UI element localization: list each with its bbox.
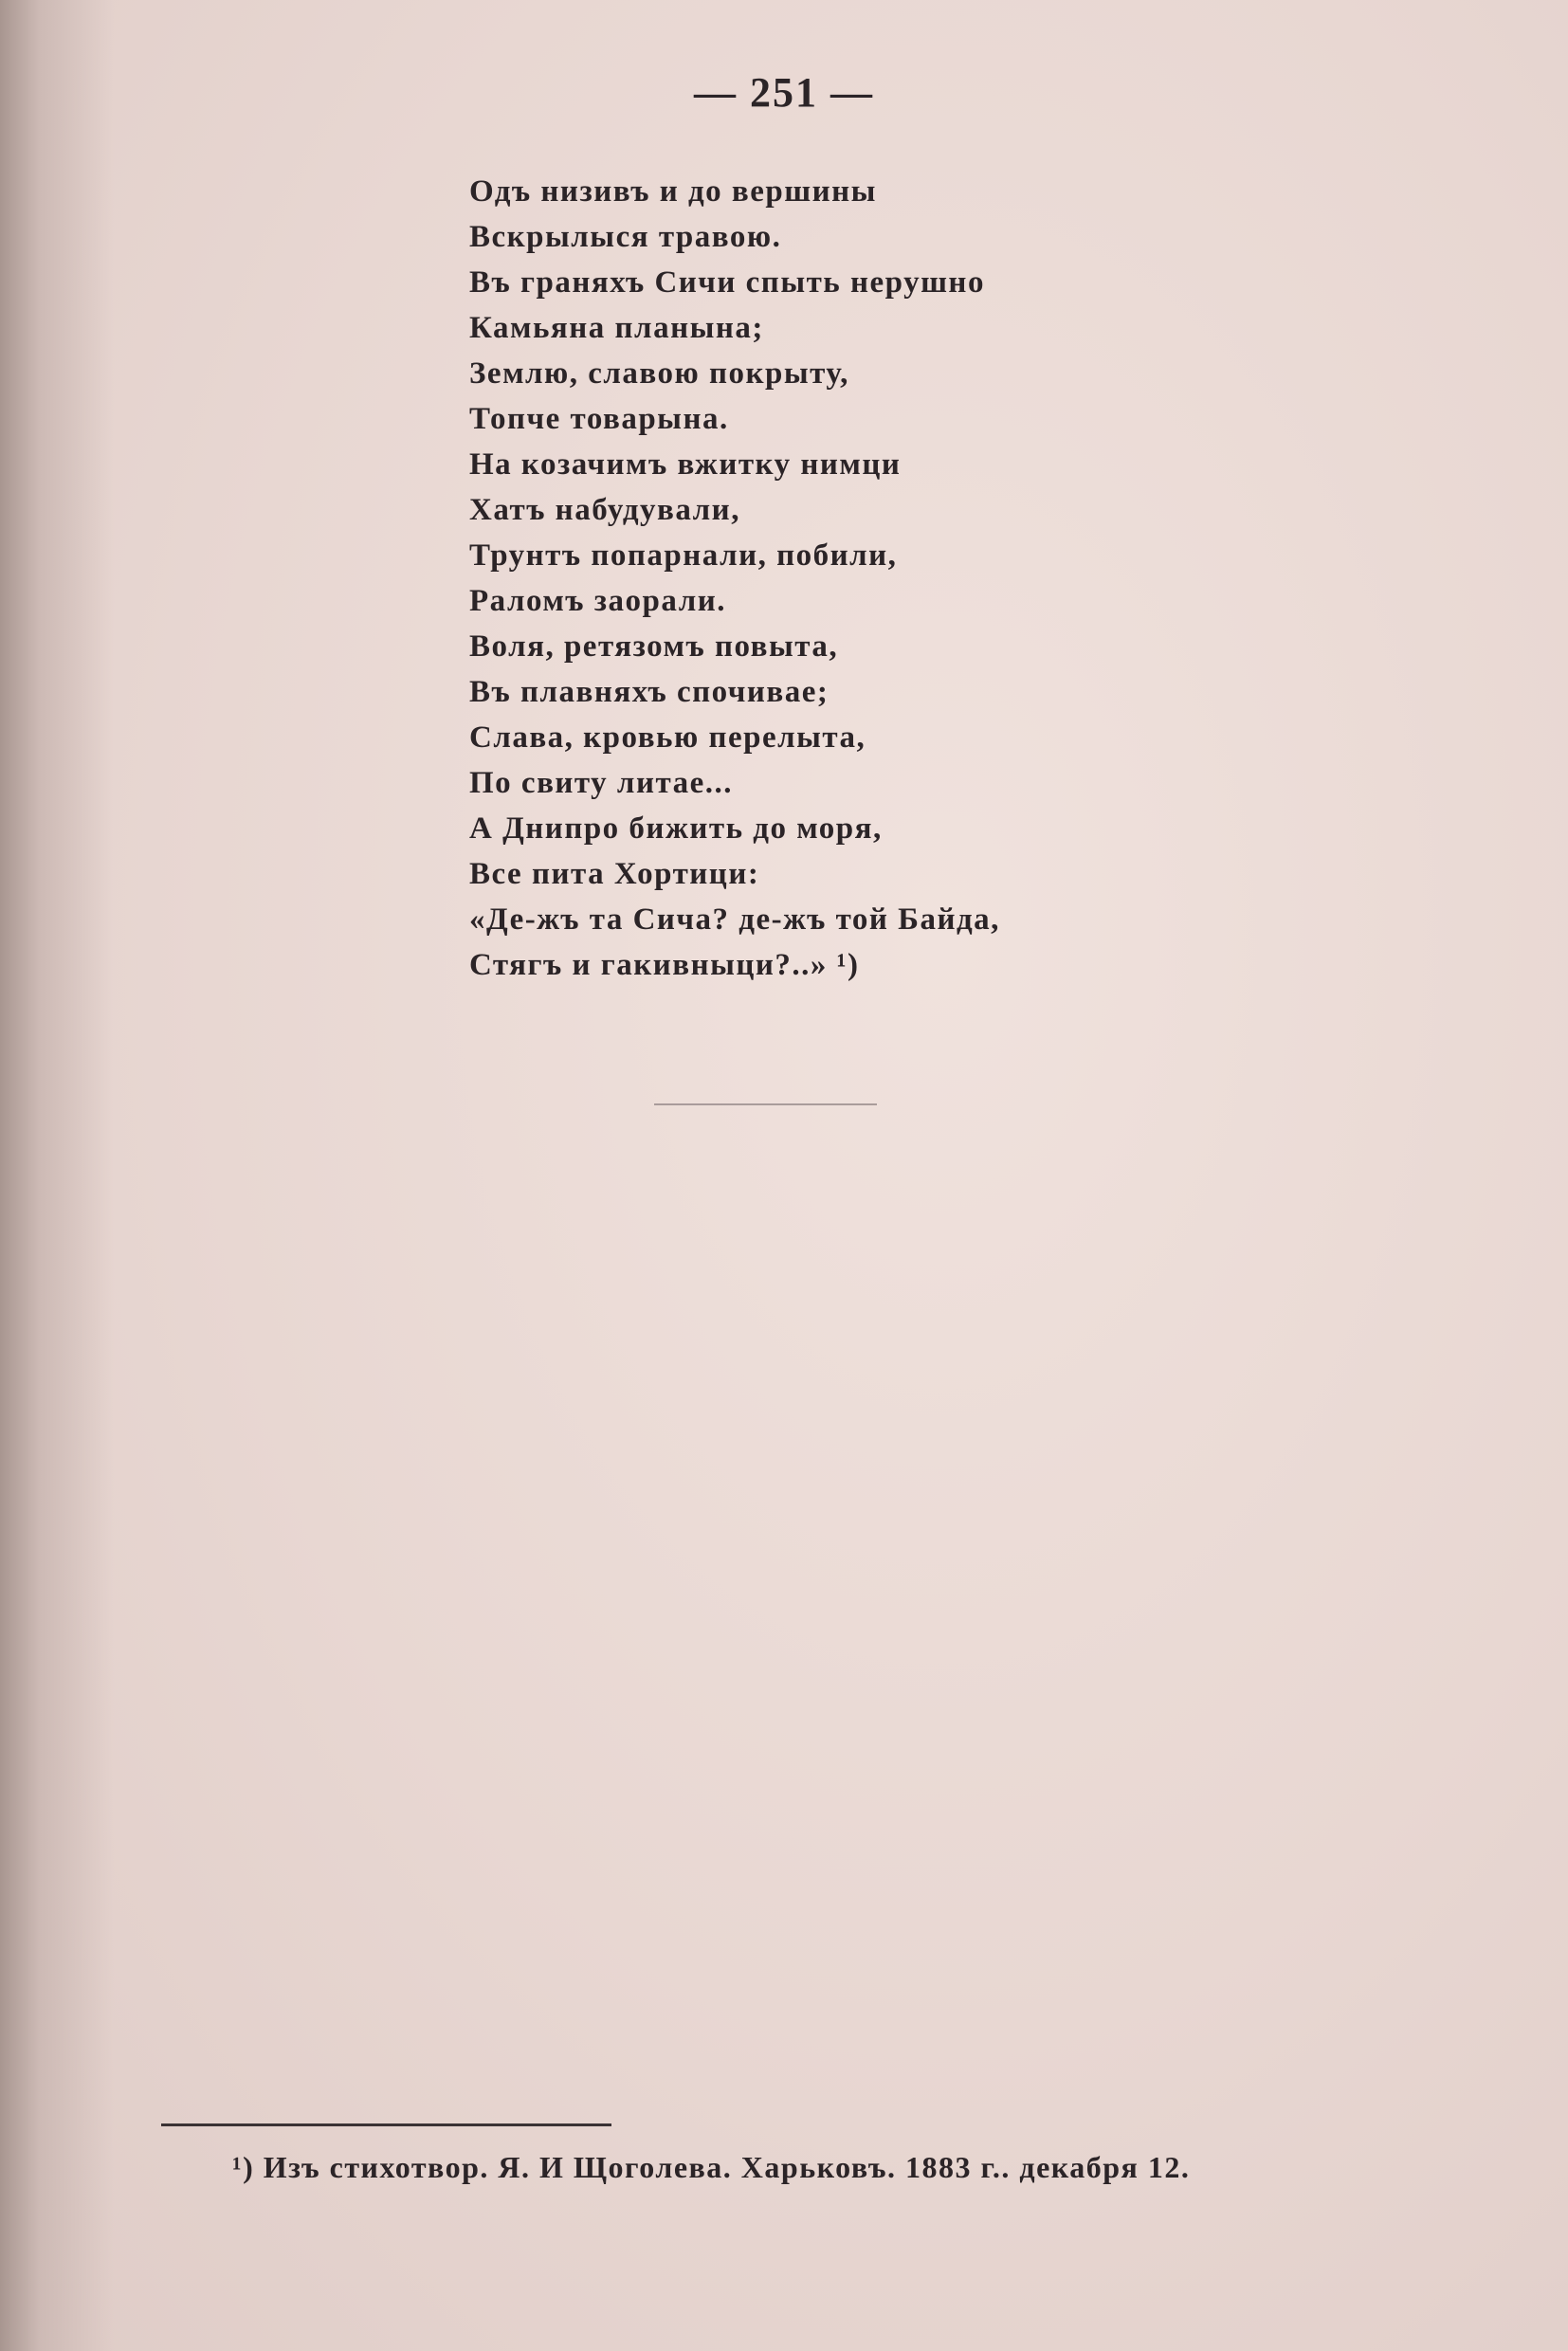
poem-line: Топче товарына. bbox=[469, 402, 729, 436]
poem-line: Слава, кровью перелыта, bbox=[469, 720, 866, 755]
poem-line: «Де-жъ та Сича? де-жъ той Байда, bbox=[469, 902, 1000, 937]
page-number: — 251 — bbox=[694, 69, 874, 116]
poem-line: Землю, славою покрыту, bbox=[469, 356, 849, 391]
poem-line: Воля, ретязомъ повыта, bbox=[469, 629, 839, 664]
poem-line: Камьяна планына; bbox=[469, 311, 764, 345]
poem-line: Хатъ набудували, bbox=[469, 493, 740, 527]
footnote bbox=[232, 2150, 1190, 2185]
poem-line: Въ плавняхъ спочивае; bbox=[469, 675, 830, 709]
poem-line: А Днипро бижить до моря, bbox=[469, 811, 883, 846]
poem-line: На козачимъ вжитку нимци bbox=[469, 447, 902, 482]
section-divider bbox=[654, 1103, 877, 1105]
footnote-marker: ¹) bbox=[232, 2150, 255, 2184]
poem-block bbox=[469, 169, 1322, 988]
footnote-text: Изъ стихотвор. Я. И Щоголева. Харьковъ. 1883 г.. декабря 12. bbox=[263, 2150, 1191, 2184]
poem-line: По свиту литае... bbox=[469, 766, 733, 800]
page-gutter-shadow bbox=[0, 0, 114, 2351]
poem-line: Одъ низивъ и до вершины bbox=[469, 174, 877, 209]
poem-line: Все пита Хортици: bbox=[469, 857, 760, 891]
poem-line: Раломъ заорали. bbox=[469, 584, 726, 618]
poem-line: Въ граняхъ Сичи спыть нерушно bbox=[469, 265, 985, 300]
poem-line: Стягъ и гакивныци?..» ¹) bbox=[469, 948, 860, 982]
poem-line: Вскрылыся травою. bbox=[469, 220, 782, 254]
footnote-divider bbox=[161, 2123, 611, 2126]
poem-line: Трунтъ попарнали, побили, bbox=[469, 538, 898, 573]
